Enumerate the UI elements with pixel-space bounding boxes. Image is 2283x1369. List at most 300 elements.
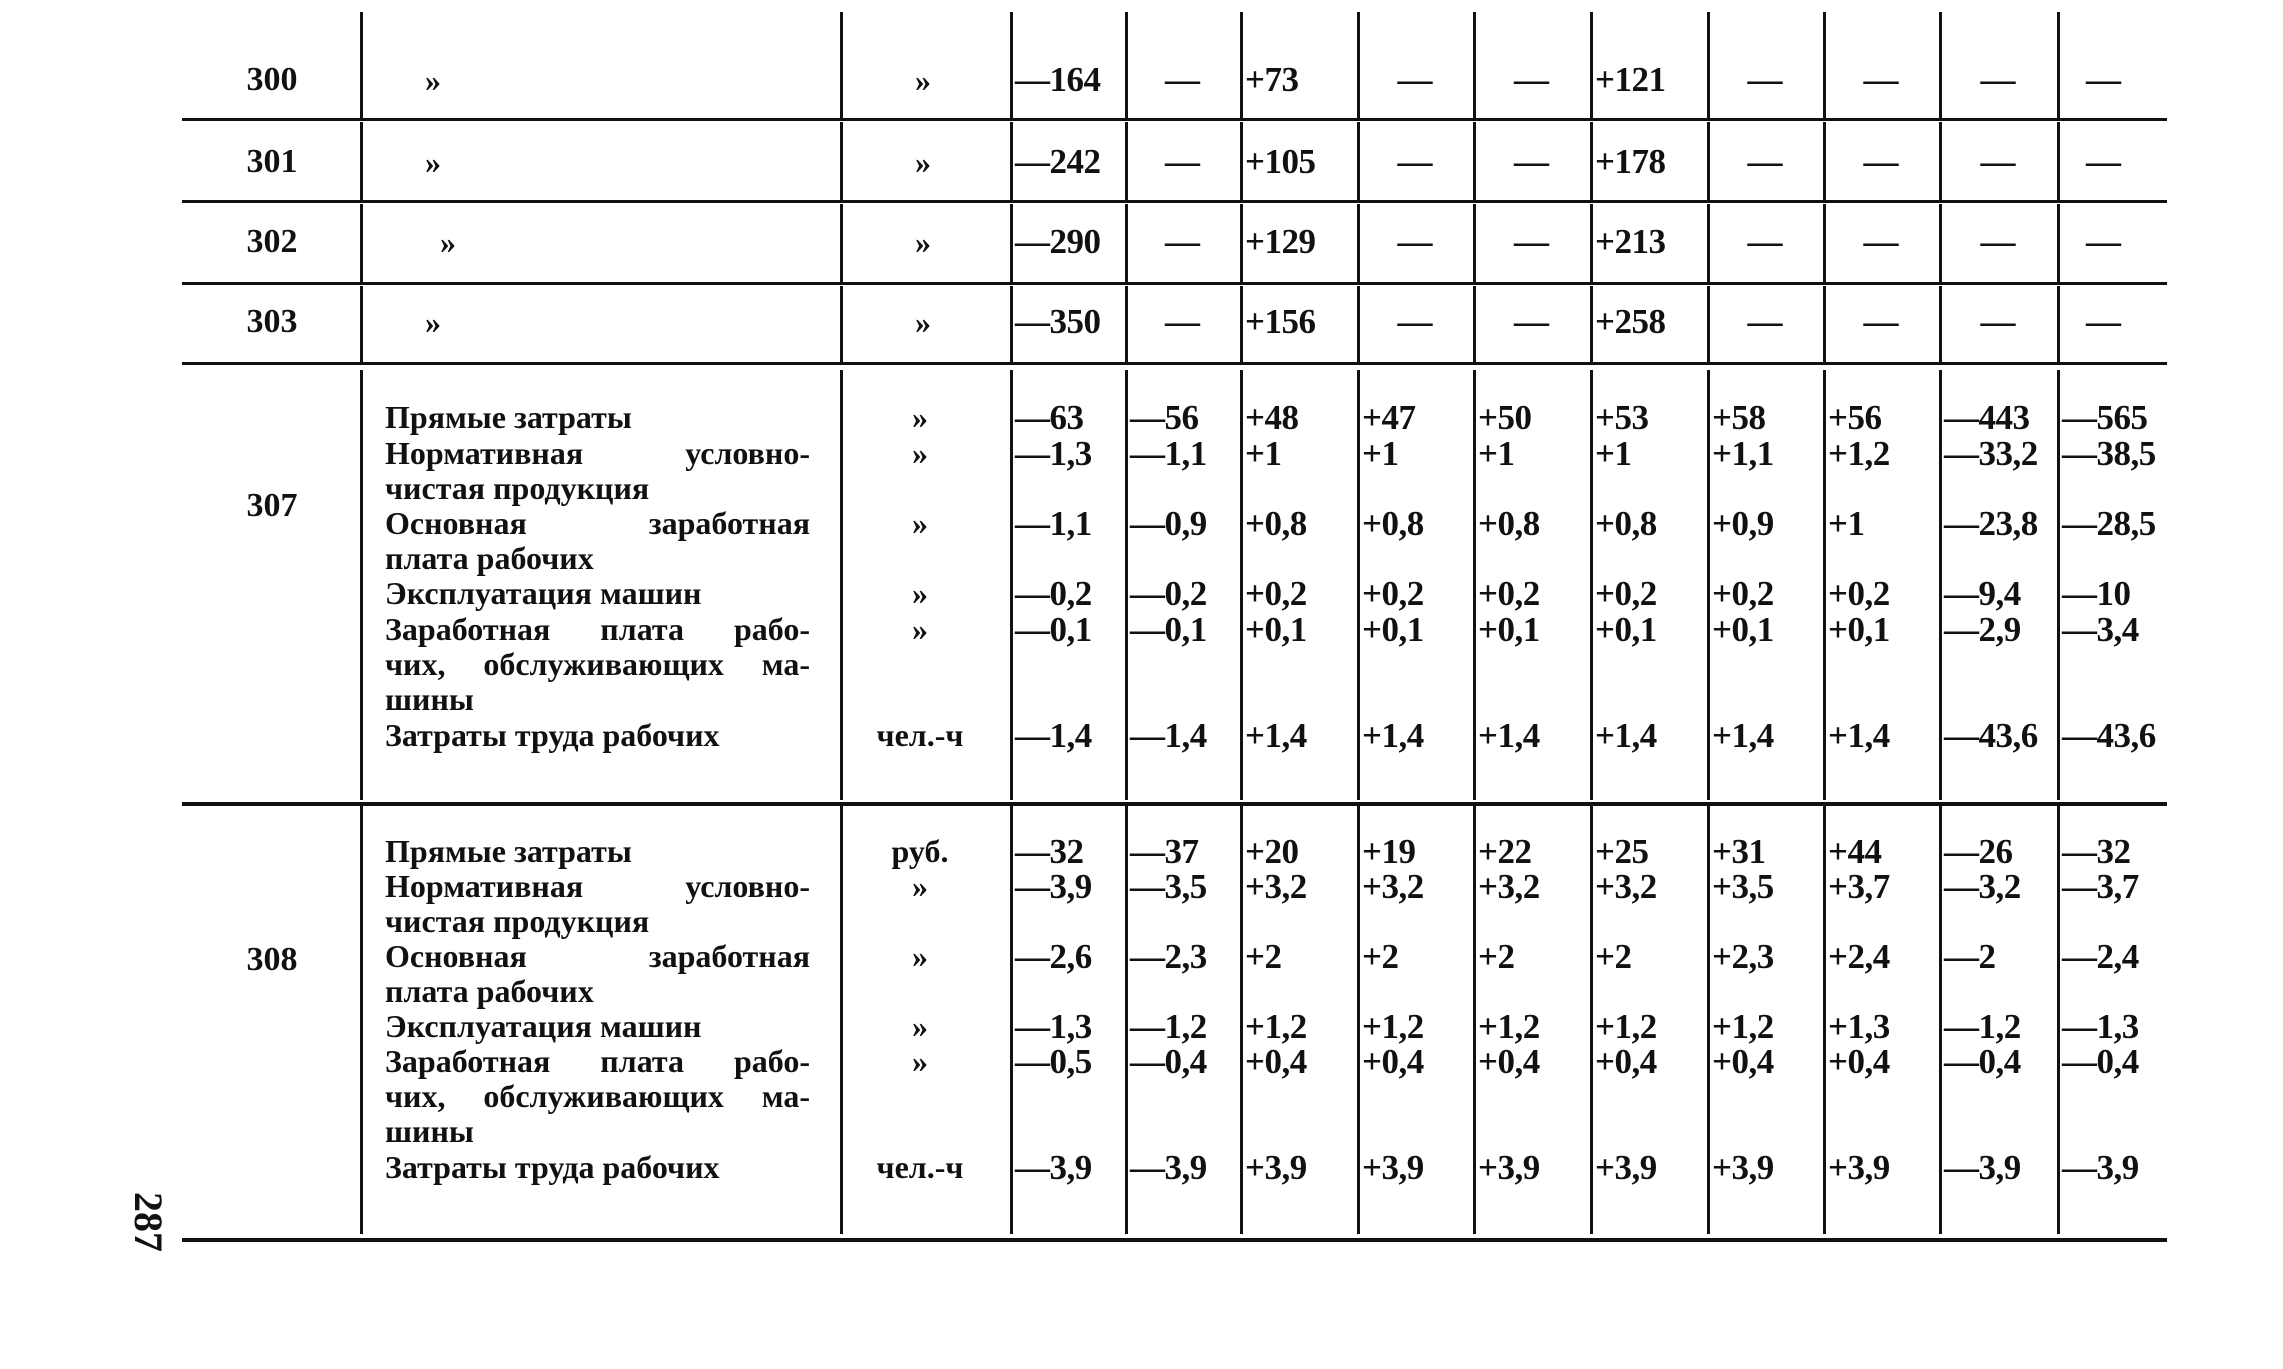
column-rule bbox=[1240, 806, 1243, 1234]
item-label bbox=[385, 1009, 810, 1044]
cell-value: —290 bbox=[1015, 222, 1101, 261]
cell-value: — bbox=[1514, 60, 1549, 99]
column-rule bbox=[1125, 370, 1128, 800]
cell-value: —0,5 bbox=[1015, 1042, 1092, 1081]
cell-value: +2 bbox=[1478, 937, 1515, 976]
cell-value: — bbox=[1747, 142, 1783, 181]
column-rule bbox=[1473, 204, 1476, 282]
column-rule bbox=[1010, 370, 1013, 800]
cell-value: +31 bbox=[1712, 832, 1766, 871]
column-rule bbox=[1707, 806, 1710, 1234]
cell-value: +47 bbox=[1362, 398, 1416, 437]
cell-value: —33,2 bbox=[1944, 434, 2038, 473]
cell-value: — bbox=[1514, 142, 1549, 181]
column-rule bbox=[1823, 286, 1826, 362]
ditto-mark: » bbox=[440, 224, 456, 260]
cell-value: —38,5 bbox=[2062, 434, 2156, 473]
cell-value: +1,2 bbox=[1828, 434, 1890, 473]
unit-ditto: » bbox=[915, 62, 931, 98]
cell-value: — bbox=[1165, 60, 1200, 99]
row-rule bbox=[182, 200, 2167, 203]
unit-label: » bbox=[912, 505, 928, 541]
item-label-line bbox=[385, 869, 810, 904]
item-label-line bbox=[385, 1044, 810, 1079]
cell-value: — bbox=[2086, 60, 2121, 99]
unit-ditto: » bbox=[915, 304, 931, 340]
cell-value: +0,9 bbox=[1712, 504, 1774, 543]
unit-label: » bbox=[912, 868, 928, 904]
item-label-word: обслуживающих bbox=[483, 646, 724, 682]
column-rule bbox=[1707, 122, 1710, 200]
cell-value: +3,2 bbox=[1245, 867, 1307, 906]
cell-value: +0,4 bbox=[1595, 1042, 1657, 1081]
cell-value: +0,2 bbox=[1595, 574, 1657, 613]
item-label-word: ма- bbox=[761, 1078, 810, 1114]
column-rule bbox=[1240, 286, 1243, 362]
item-label-word: условно- bbox=[685, 435, 810, 471]
item-label-line bbox=[385, 506, 810, 541]
cell-value: —1,3 bbox=[1015, 434, 1092, 473]
column-rule bbox=[1357, 12, 1360, 118]
item-label-word: обслуживающих bbox=[483, 1078, 724, 1114]
item-label-word: чих, bbox=[385, 1078, 446, 1114]
column-rule bbox=[840, 204, 843, 282]
unit-label: » bbox=[912, 399, 928, 435]
cell-value: +2,3 bbox=[1712, 937, 1774, 976]
item-label bbox=[385, 1044, 810, 1149]
item-label-line: шины bbox=[385, 1113, 474, 1149]
cell-value: —23,8 bbox=[1944, 504, 2038, 543]
item-label bbox=[385, 612, 810, 717]
cell-value: —2,4 bbox=[2062, 937, 2139, 976]
cell-value: +0,4 bbox=[1828, 1042, 1890, 1081]
column-rule bbox=[1939, 122, 1942, 200]
item-label-line bbox=[385, 1079, 810, 1114]
cell-value: +2 bbox=[1245, 937, 1282, 976]
cell-value: — bbox=[1747, 222, 1783, 261]
cell-value: —3,9 bbox=[1130, 1148, 1207, 1187]
cell-value: —1,3 bbox=[2062, 1007, 2139, 1046]
item-label-line: плата рабочих bbox=[385, 540, 594, 576]
cell-value: +0,8 bbox=[1362, 504, 1424, 543]
item-label bbox=[385, 576, 810, 611]
item-label-word: ма- bbox=[761, 646, 810, 682]
cell-value: —0,9 bbox=[1130, 504, 1207, 543]
cell-value: +0,1 bbox=[1478, 610, 1540, 649]
cell-value: —3,9 bbox=[1944, 1148, 2021, 1187]
cell-value: —443 bbox=[1944, 398, 2030, 437]
column-rule bbox=[1010, 122, 1013, 200]
cell-value: — bbox=[1980, 302, 2016, 341]
cell-value: —28,5 bbox=[2062, 504, 2156, 543]
cell-value: +156 bbox=[1245, 302, 1316, 341]
cell-value: — bbox=[1747, 60, 1783, 99]
cell-value: — bbox=[1514, 222, 1549, 261]
column-rule bbox=[1473, 12, 1476, 118]
column-rule bbox=[1357, 204, 1360, 282]
cell-value: —1,4 bbox=[1130, 716, 1207, 755]
cell-value: — bbox=[1165, 302, 1200, 341]
column-rule bbox=[1823, 370, 1826, 800]
page-number: 287 bbox=[126, 1192, 171, 1252]
row-rule bbox=[182, 118, 2167, 121]
cell-value: — bbox=[1397, 302, 1433, 341]
column-rule bbox=[1010, 286, 1013, 362]
item-label bbox=[385, 436, 810, 506]
item-label bbox=[385, 718, 810, 753]
unit-label: руб. bbox=[891, 833, 949, 869]
cell-value: —0,2 bbox=[1130, 574, 1207, 613]
cell-value: —3,5 bbox=[1130, 867, 1207, 906]
cell-value: +0,1 bbox=[1245, 610, 1307, 649]
column-rule bbox=[840, 370, 843, 800]
unit-label: » bbox=[912, 1008, 928, 1044]
cell-value: +1,2 bbox=[1595, 1007, 1657, 1046]
cell-value: +3,2 bbox=[1478, 867, 1540, 906]
row-code: 303 bbox=[246, 303, 298, 340]
cell-value: —43,6 bbox=[1944, 716, 2038, 755]
item-label-word: Основная bbox=[385, 938, 527, 974]
cell-value: +1 bbox=[1245, 434, 1282, 473]
cell-value: — bbox=[1165, 222, 1200, 261]
cell-value: +1,4 bbox=[1595, 716, 1657, 755]
cell-value: +0,4 bbox=[1712, 1042, 1774, 1081]
cell-value: —0,1 bbox=[1130, 610, 1207, 649]
cell-value: +258 bbox=[1595, 302, 1666, 341]
column-rule bbox=[1823, 204, 1826, 282]
cell-value: — bbox=[2086, 302, 2121, 341]
cell-value: — bbox=[2086, 222, 2121, 261]
column-rule bbox=[1125, 122, 1128, 200]
cell-value: —350 bbox=[1015, 302, 1101, 341]
cell-value: +1,2 bbox=[1362, 1007, 1424, 1046]
cell-value: — bbox=[1397, 142, 1433, 181]
item-label-line: Прямые затраты bbox=[385, 399, 632, 435]
cell-value: +58 bbox=[1712, 398, 1766, 437]
cell-value: +1,4 bbox=[1362, 716, 1424, 755]
column-rule bbox=[2057, 370, 2060, 800]
column-rule bbox=[1125, 806, 1128, 1234]
cell-value: +3,7 bbox=[1828, 867, 1890, 906]
item-label-line: Эксплуатация машин bbox=[385, 575, 702, 611]
cell-value: — bbox=[1863, 142, 1899, 181]
cell-value: +0,8 bbox=[1478, 504, 1540, 543]
cell-value: — bbox=[1514, 302, 1549, 341]
column-rule bbox=[1590, 370, 1593, 800]
item-label-line: плата рабочих bbox=[385, 973, 594, 1009]
item-label bbox=[385, 869, 810, 939]
cell-value: +3,9 bbox=[1595, 1148, 1657, 1187]
cell-value: — bbox=[1747, 302, 1783, 341]
item-label-word: плата bbox=[600, 1043, 684, 1079]
cell-value: +1,4 bbox=[1712, 716, 1774, 755]
column-rule bbox=[2057, 286, 2060, 362]
cell-value: +1 bbox=[1362, 434, 1399, 473]
cell-value: —26 bbox=[1944, 832, 2013, 871]
cell-value: +1,4 bbox=[1245, 716, 1307, 755]
item-label bbox=[385, 506, 810, 576]
cell-value: +0,4 bbox=[1478, 1042, 1540, 1081]
cell-value: —1,2 bbox=[1944, 1007, 2021, 1046]
cell-value: +0,2 bbox=[1712, 574, 1774, 613]
cell-value: —56 bbox=[1130, 398, 1199, 437]
item-label bbox=[385, 939, 810, 1009]
cell-value: —3,9 bbox=[2062, 1148, 2139, 1187]
cell-value: +1,4 bbox=[1828, 716, 1890, 755]
cell-value: —1,4 bbox=[1015, 716, 1092, 755]
row-code: 300 bbox=[246, 61, 298, 98]
cell-value: —565 bbox=[2062, 398, 2148, 437]
column-rule bbox=[1823, 12, 1826, 118]
column-rule bbox=[1707, 12, 1710, 118]
cell-value: +3,9 bbox=[1245, 1148, 1307, 1187]
column-rule bbox=[1357, 122, 1360, 200]
unit-ditto: » bbox=[915, 224, 931, 260]
column-rule bbox=[1240, 12, 1243, 118]
cell-value: —1,3 bbox=[1015, 1007, 1092, 1046]
cell-value: —0,4 bbox=[1130, 1042, 1207, 1081]
cell-value: +22 bbox=[1478, 832, 1532, 871]
column-rule bbox=[1590, 286, 1593, 362]
cell-value: +0,2 bbox=[1245, 574, 1307, 613]
cell-value: — bbox=[1397, 60, 1433, 99]
row-rule bbox=[182, 802, 2167, 806]
column-rule bbox=[1590, 122, 1593, 200]
column-rule bbox=[1125, 12, 1128, 118]
column-rule bbox=[1473, 806, 1476, 1234]
cell-value: —1,1 bbox=[1130, 434, 1207, 473]
item-label-line: Затраты труда рабочих bbox=[385, 1149, 720, 1185]
cell-value: —32 bbox=[1015, 832, 1084, 871]
column-rule bbox=[1473, 286, 1476, 362]
cell-value: —0,1 bbox=[1015, 610, 1092, 649]
cell-value: —3,4 bbox=[2062, 610, 2139, 649]
unit-label: чел.-ч bbox=[876, 1149, 964, 1185]
item-label-word: Заработная bbox=[385, 611, 551, 647]
unit-label: » bbox=[912, 938, 928, 974]
column-rule bbox=[1590, 204, 1593, 282]
item-label bbox=[385, 1150, 810, 1185]
cell-value: +1,2 bbox=[1712, 1007, 1774, 1046]
cell-value: +3,9 bbox=[1478, 1148, 1540, 1187]
cell-value: +3,9 bbox=[1362, 1148, 1424, 1187]
column-rule bbox=[1240, 122, 1243, 200]
column-rule bbox=[1125, 204, 1128, 282]
cell-value: +121 bbox=[1595, 60, 1666, 99]
item-label-line: Прямые затраты bbox=[385, 833, 632, 869]
column-rule bbox=[2057, 12, 2060, 118]
ditto-mark: » bbox=[425, 304, 441, 340]
cell-value: —63 bbox=[1015, 398, 1084, 437]
column-rule bbox=[1357, 370, 1360, 800]
cell-value: —10 bbox=[2062, 574, 2131, 613]
column-rule bbox=[1010, 806, 1013, 1234]
column-rule bbox=[1473, 122, 1476, 200]
column-rule bbox=[840, 286, 843, 362]
column-rule bbox=[1707, 286, 1710, 362]
cell-value: +0,8 bbox=[1245, 504, 1307, 543]
item-label-word: Заработная bbox=[385, 1043, 551, 1079]
cell-value: +3,9 bbox=[1712, 1148, 1774, 1187]
item-label bbox=[385, 400, 810, 435]
cell-value: —164 bbox=[1015, 60, 1101, 99]
cell-value: +50 bbox=[1478, 398, 1532, 437]
cell-value: +25 bbox=[1595, 832, 1649, 871]
column-rule bbox=[2057, 204, 2060, 282]
cell-value: +1,1 bbox=[1712, 434, 1774, 473]
cell-value: +0,4 bbox=[1245, 1042, 1307, 1081]
cell-value: +213 bbox=[1595, 222, 1666, 261]
item-label bbox=[385, 834, 810, 869]
column-rule bbox=[1590, 12, 1593, 118]
cell-value: +1,3 bbox=[1828, 1007, 1890, 1046]
cell-value: +0,1 bbox=[1712, 610, 1774, 649]
ditto-mark: » bbox=[425, 144, 441, 180]
column-rule bbox=[1939, 370, 1942, 800]
cell-value: +3,9 bbox=[1828, 1148, 1890, 1187]
cell-value: — bbox=[1980, 222, 2016, 261]
row-code: 308 bbox=[246, 941, 298, 978]
row-rule bbox=[182, 1238, 2167, 1242]
unit-label: » bbox=[912, 1043, 928, 1079]
cell-value: +3,2 bbox=[1595, 867, 1657, 906]
cell-value: +1 bbox=[1828, 504, 1865, 543]
cell-value: +0,2 bbox=[1828, 574, 1890, 613]
item-label-word: заработная bbox=[648, 938, 810, 974]
cell-value: —242 bbox=[1015, 142, 1101, 181]
item-label-word: плата bbox=[600, 611, 684, 647]
cell-value: +19 bbox=[1362, 832, 1416, 871]
row-code: 307 bbox=[246, 487, 298, 524]
cell-value: —37 bbox=[1130, 832, 1199, 871]
item-label-line: чистая продукция bbox=[385, 470, 650, 506]
row-code: 301 bbox=[246, 143, 298, 180]
cell-value: —1,2 bbox=[1130, 1007, 1207, 1046]
unit-ditto: » bbox=[915, 144, 931, 180]
cell-value: —43,6 bbox=[2062, 716, 2156, 755]
unit-label: чел.-ч bbox=[876, 717, 964, 753]
cell-value: —3,9 bbox=[1015, 1148, 1092, 1187]
cell-value: —3,9 bbox=[1015, 867, 1092, 906]
column-rule bbox=[1010, 12, 1013, 118]
item-label-word: заработная bbox=[648, 505, 810, 541]
cell-value: +1,4 bbox=[1478, 716, 1540, 755]
cell-value: +73 bbox=[1245, 60, 1299, 99]
item-label-word: Нормативная bbox=[385, 435, 584, 471]
cell-value: +1 bbox=[1595, 434, 1632, 473]
cell-value: — bbox=[1165, 142, 1200, 181]
cell-value: +129 bbox=[1245, 222, 1316, 261]
column-rule bbox=[840, 12, 843, 118]
item-label-line: Эксплуатация машин bbox=[385, 1008, 702, 1044]
item-label-line: чистая продукция bbox=[385, 903, 650, 939]
cell-value: +2 bbox=[1595, 937, 1632, 976]
unit-label: » bbox=[912, 435, 928, 471]
item-label-word: Основная bbox=[385, 505, 527, 541]
column-rule bbox=[1473, 370, 1476, 800]
column-rule bbox=[360, 370, 363, 800]
cell-value: —2,3 bbox=[1130, 937, 1207, 976]
cell-value: —32 bbox=[2062, 832, 2131, 871]
column-rule bbox=[1357, 286, 1360, 362]
item-label-line: Затраты труда рабочих bbox=[385, 717, 720, 753]
column-rule bbox=[1939, 286, 1942, 362]
cell-value: —3,2 bbox=[1944, 867, 2021, 906]
column-rule bbox=[1357, 806, 1360, 1234]
cell-value: —0,4 bbox=[1944, 1042, 2021, 1081]
column-rule bbox=[1010, 204, 1013, 282]
cell-value: — bbox=[1863, 60, 1899, 99]
item-label-word: рабо- bbox=[733, 611, 810, 647]
cell-value: +1,2 bbox=[1478, 1007, 1540, 1046]
item-label-line bbox=[385, 647, 810, 682]
cell-value: +0,2 bbox=[1362, 574, 1424, 613]
cell-value: +1,2 bbox=[1245, 1007, 1307, 1046]
cell-value: +3,5 bbox=[1712, 867, 1774, 906]
cell-value: +0,1 bbox=[1362, 610, 1424, 649]
column-rule bbox=[2057, 806, 2060, 1234]
cell-value: —0,2 bbox=[1015, 574, 1092, 613]
cell-value: +3,2 bbox=[1362, 867, 1424, 906]
cell-value: — bbox=[1863, 302, 1899, 341]
cell-value: +48 bbox=[1245, 398, 1299, 437]
cell-value: +53 bbox=[1595, 398, 1649, 437]
cell-value: +44 bbox=[1828, 832, 1882, 871]
cell-value: +0,2 bbox=[1478, 574, 1540, 613]
cell-value: +1 bbox=[1478, 434, 1515, 473]
item-label-word: Нормативная bbox=[385, 868, 584, 904]
column-rule bbox=[1240, 370, 1243, 800]
row-rule bbox=[182, 282, 2167, 285]
cell-value: —2,9 bbox=[1944, 610, 2021, 649]
item-label-word: рабо- bbox=[733, 1043, 810, 1079]
cell-value: +0,8 bbox=[1595, 504, 1657, 543]
cell-value: +2,4 bbox=[1828, 937, 1890, 976]
item-label-line: шины bbox=[385, 681, 474, 717]
cell-value: +2 bbox=[1362, 937, 1399, 976]
column-rule bbox=[1707, 204, 1710, 282]
cell-value: —9,4 bbox=[1944, 574, 2021, 613]
column-rule bbox=[840, 806, 843, 1234]
unit-label: » bbox=[912, 611, 928, 647]
column-rule bbox=[360, 806, 363, 1234]
unit-label: » bbox=[912, 575, 928, 611]
column-rule bbox=[1823, 122, 1826, 200]
cell-value: —2,6 bbox=[1015, 937, 1092, 976]
column-rule bbox=[2057, 122, 2060, 200]
column-rule bbox=[1240, 204, 1243, 282]
cell-value: —2 bbox=[1944, 937, 1996, 976]
cell-value: —1,1 bbox=[1015, 504, 1092, 543]
item-label-word: чих, bbox=[385, 646, 446, 682]
cell-value: +178 bbox=[1595, 142, 1666, 181]
column-rule bbox=[1823, 806, 1826, 1234]
item-label-line bbox=[385, 939, 810, 974]
cell-value: —3,7 bbox=[2062, 867, 2139, 906]
row-rule bbox=[182, 362, 2167, 365]
cell-value: +56 bbox=[1828, 398, 1882, 437]
cell-value: +0,4 bbox=[1362, 1042, 1424, 1081]
cell-value: — bbox=[1980, 142, 2016, 181]
column-rule bbox=[1125, 286, 1128, 362]
item-label-line bbox=[385, 612, 810, 647]
column-rule bbox=[1707, 370, 1710, 800]
cell-value: —0,4 bbox=[2062, 1042, 2139, 1081]
column-rule bbox=[1939, 204, 1942, 282]
item-label-word: условно- bbox=[685, 868, 810, 904]
cell-value: +20 bbox=[1245, 832, 1299, 871]
column-rule bbox=[840, 122, 843, 200]
